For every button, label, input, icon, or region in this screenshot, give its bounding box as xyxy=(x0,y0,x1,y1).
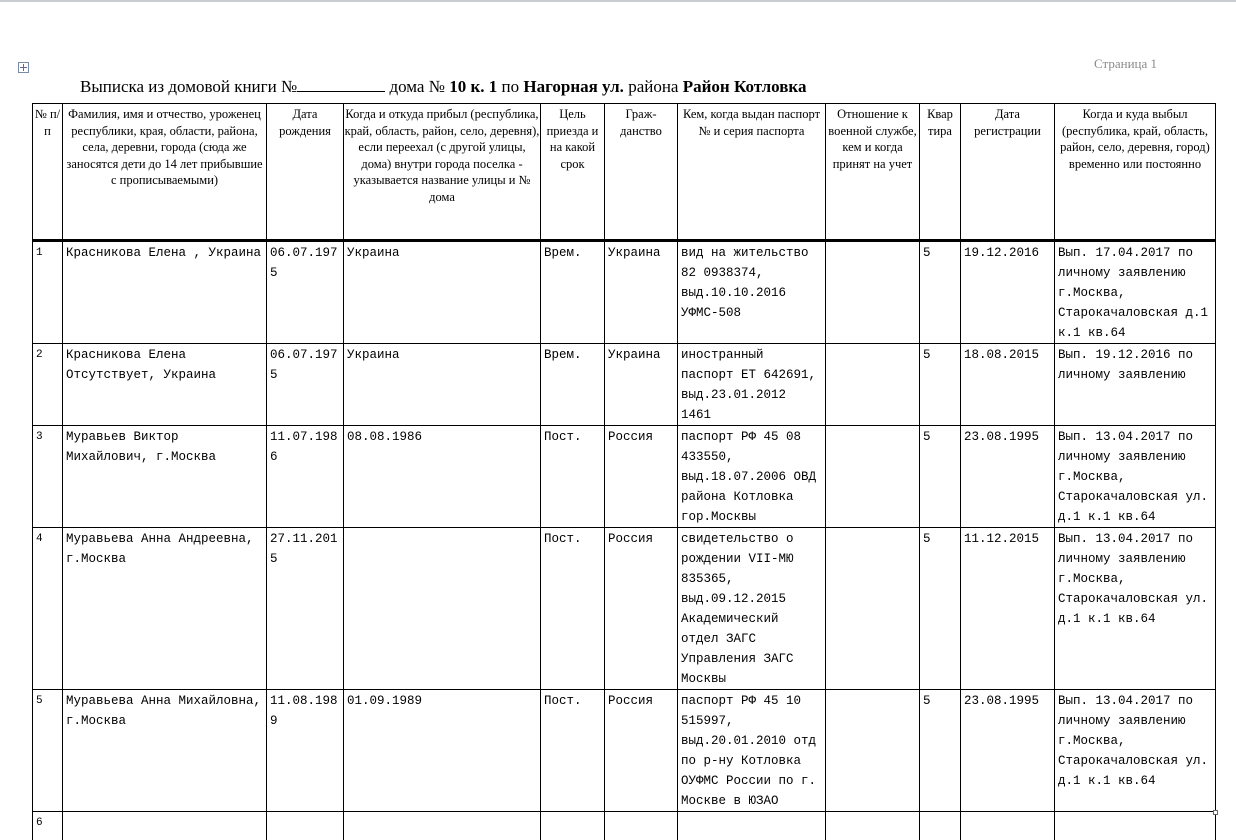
title-middle3: района xyxy=(623,77,683,96)
cell-departed xyxy=(1055,812,1216,840)
cell-number: 6 xyxy=(33,812,63,840)
header-row xyxy=(33,104,1216,241)
cell-purpose: Врем. xyxy=(541,344,605,426)
cell-reg-date xyxy=(961,812,1055,840)
cell-arrived: 08.08.1986 xyxy=(344,426,541,528)
table-move-handle-icon[interactable] xyxy=(18,62,29,73)
cell-name: Муравьева Анна Михайловна, г.Москва xyxy=(63,690,267,812)
cell-arrived: Украина xyxy=(344,344,541,426)
cell-departed: Вып. 13.04.2017 по личному заявлению г.Москва, Старокачаловская ул. д.1 к.1 кв.64 xyxy=(1055,426,1216,528)
cell-departed: Вып. 17.04.2017 по личному заявлению г.Москва, Старокачаловская д.1 к.1 кв.64 xyxy=(1055,241,1216,344)
col-header-arrived: Когда и откуда прибыл (республика, край, область, район, село, деревня), если переехал (с другой улицы, дома) внутри города поселка - указывается название улицы и № дома xyxy=(344,104,541,241)
title-prefix: Выписка из домовой книги № xyxy=(80,77,298,96)
district-name: Район Котловка xyxy=(682,77,807,96)
cell-passport: паспорт РФ 45 08 433550, выд.18.07.2006 ОВД района Котловка гор.Москвы xyxy=(678,426,826,528)
col-header-birth: Дата рождения xyxy=(267,104,344,241)
cell-reg-date: 18.08.2015 xyxy=(961,344,1055,426)
cell-military xyxy=(826,241,920,344)
col-header-departed: Когда и куда выбыл (республика, край, область, район, село, деревня, город) временно или постоянно xyxy=(1055,104,1216,241)
page-number-label: Страница 1 xyxy=(1094,56,1158,71)
cell-purpose: Пост. xyxy=(541,528,605,690)
table-row xyxy=(33,241,1216,344)
house-register-table xyxy=(32,103,1216,840)
cell-birth: 06.07.1975 xyxy=(267,344,344,426)
cell-apartment: 5 xyxy=(920,528,961,690)
col-header-citizenship: Граж-данство xyxy=(605,104,678,241)
table-resize-handle[interactable] xyxy=(1213,810,1218,815)
cell-birth: 27.11.2015 xyxy=(267,528,344,690)
cell-purpose: Пост. xyxy=(541,426,605,528)
cell-reg-date: 23.08.1995 xyxy=(961,690,1055,812)
col-header-apartment: Квар тира xyxy=(920,104,961,241)
cell-military xyxy=(826,812,920,840)
cell-number: 1 xyxy=(33,241,63,344)
cell-passport xyxy=(678,812,826,840)
cell-apartment: 5 xyxy=(920,690,961,812)
cell-departed: Вып. 19.12.2016 по личному заявлению xyxy=(1055,344,1216,426)
cell-purpose: Пост. xyxy=(541,690,605,812)
col-header-military: Отношение к военной службе, кем и когда принят на учет xyxy=(826,104,920,241)
cell-birth xyxy=(267,812,344,840)
street-name: Нагорная ул. xyxy=(523,77,624,96)
book-number-blank xyxy=(297,77,385,92)
cell-apartment: 5 xyxy=(920,241,961,344)
cell-citizenship xyxy=(605,812,678,840)
cell-citizenship: Россия xyxy=(605,528,678,690)
cell-citizenship: Россия xyxy=(605,690,678,812)
cell-departed: Вып. 13.04.2017 по личному заявлению г.Москва, Старокачаловская ул. д.1 к.1 кв.64 xyxy=(1055,528,1216,690)
cell-apartment: 5 xyxy=(920,344,961,426)
cell-arrived xyxy=(344,812,541,840)
cell-name: Красникова Елена , Украина xyxy=(63,241,267,344)
cell-arrived xyxy=(344,528,541,690)
cell-passport: свидетельство о рождении VII-МЮ 835365, выд.09.12.2015 Академический отдел ЗАГС Управления ЗАГС Москвы xyxy=(678,528,826,690)
cell-name: Муравьева Анна Андреевна, г.Москва xyxy=(63,528,267,690)
cell-purpose: Врем. xyxy=(541,241,605,344)
document-title xyxy=(80,77,806,97)
cell-military xyxy=(826,690,920,812)
cell-name: Муравьев Виктор Михайлович, г.Москва xyxy=(63,426,267,528)
cell-passport: вид на жительство 82 0938374, выд.10.10.2016 УФМС-508 xyxy=(678,241,826,344)
cell-departed: Вып. 13.04.2017 по личному заявлению г.Москва, Старокачаловская ул. д.1 к.1 кв.64 xyxy=(1055,690,1216,812)
cell-military xyxy=(826,528,920,690)
cell-citizenship: Россия xyxy=(605,426,678,528)
cell-reg-date: 23.08.1995 xyxy=(961,426,1055,528)
cell-passport: паспорт РФ 45 10 515997, выд.20.01.2010 отд по р-ну Котловка ОУФМС России по г. Москве в ЮЗАО xyxy=(678,690,826,812)
cell-passport: иностранный паспорт ЕТ 642691, выд.23.01.2012 1461 xyxy=(678,344,826,426)
cell-name xyxy=(63,812,267,840)
cell-name: Красникова Елена Отсутствует, Украина xyxy=(63,344,267,426)
table-row xyxy=(33,812,1216,840)
cell-number: 3 xyxy=(33,426,63,528)
cell-military xyxy=(826,344,920,426)
cell-apartment xyxy=(920,812,961,840)
cell-purpose xyxy=(541,812,605,840)
top-border xyxy=(0,0,1236,2)
cell-citizenship: Украина xyxy=(605,344,678,426)
cell-birth: 11.07.1986 xyxy=(267,426,344,528)
cell-apartment: 5 xyxy=(920,426,961,528)
table-row xyxy=(33,426,1216,528)
cell-arrived: 01.09.1989 xyxy=(344,690,541,812)
col-header-purpose: Цель приезда и на какой срок xyxy=(541,104,605,241)
cell-number: 5 xyxy=(33,690,63,812)
col-header-name: Фамилия, имя и отчество, уроженец республики, края, области, района, села, деревни, города (сюда же заносятся дети до 14 лет прибывшие с прописываемыми) xyxy=(63,104,267,241)
table-row xyxy=(33,690,1216,812)
col-header-number: № п/п xyxy=(33,104,63,241)
house-number: 10 к. 1 xyxy=(449,77,498,96)
col-header-reg-date: Дата регистрации xyxy=(961,104,1055,241)
cell-citizenship: Украина xyxy=(605,241,678,344)
table-row xyxy=(33,344,1216,426)
cell-birth: 06.07.1975 xyxy=(267,241,344,344)
cell-number: 4 xyxy=(33,528,63,690)
cell-reg-date: 19.12.2016 xyxy=(961,241,1055,344)
cell-number: 2 xyxy=(33,344,63,426)
table-row xyxy=(33,528,1216,690)
title-middle2: по xyxy=(497,77,524,96)
col-header-passport: Кем, когда выдан паспорт № и серия паспорта xyxy=(678,104,826,241)
cell-military xyxy=(826,426,920,528)
cell-reg-date: 11.12.2015 xyxy=(961,528,1055,690)
cell-birth: 11.08.1989 xyxy=(267,690,344,812)
title-middle1: дома № xyxy=(385,77,450,96)
cell-arrived: Украина xyxy=(344,241,541,344)
